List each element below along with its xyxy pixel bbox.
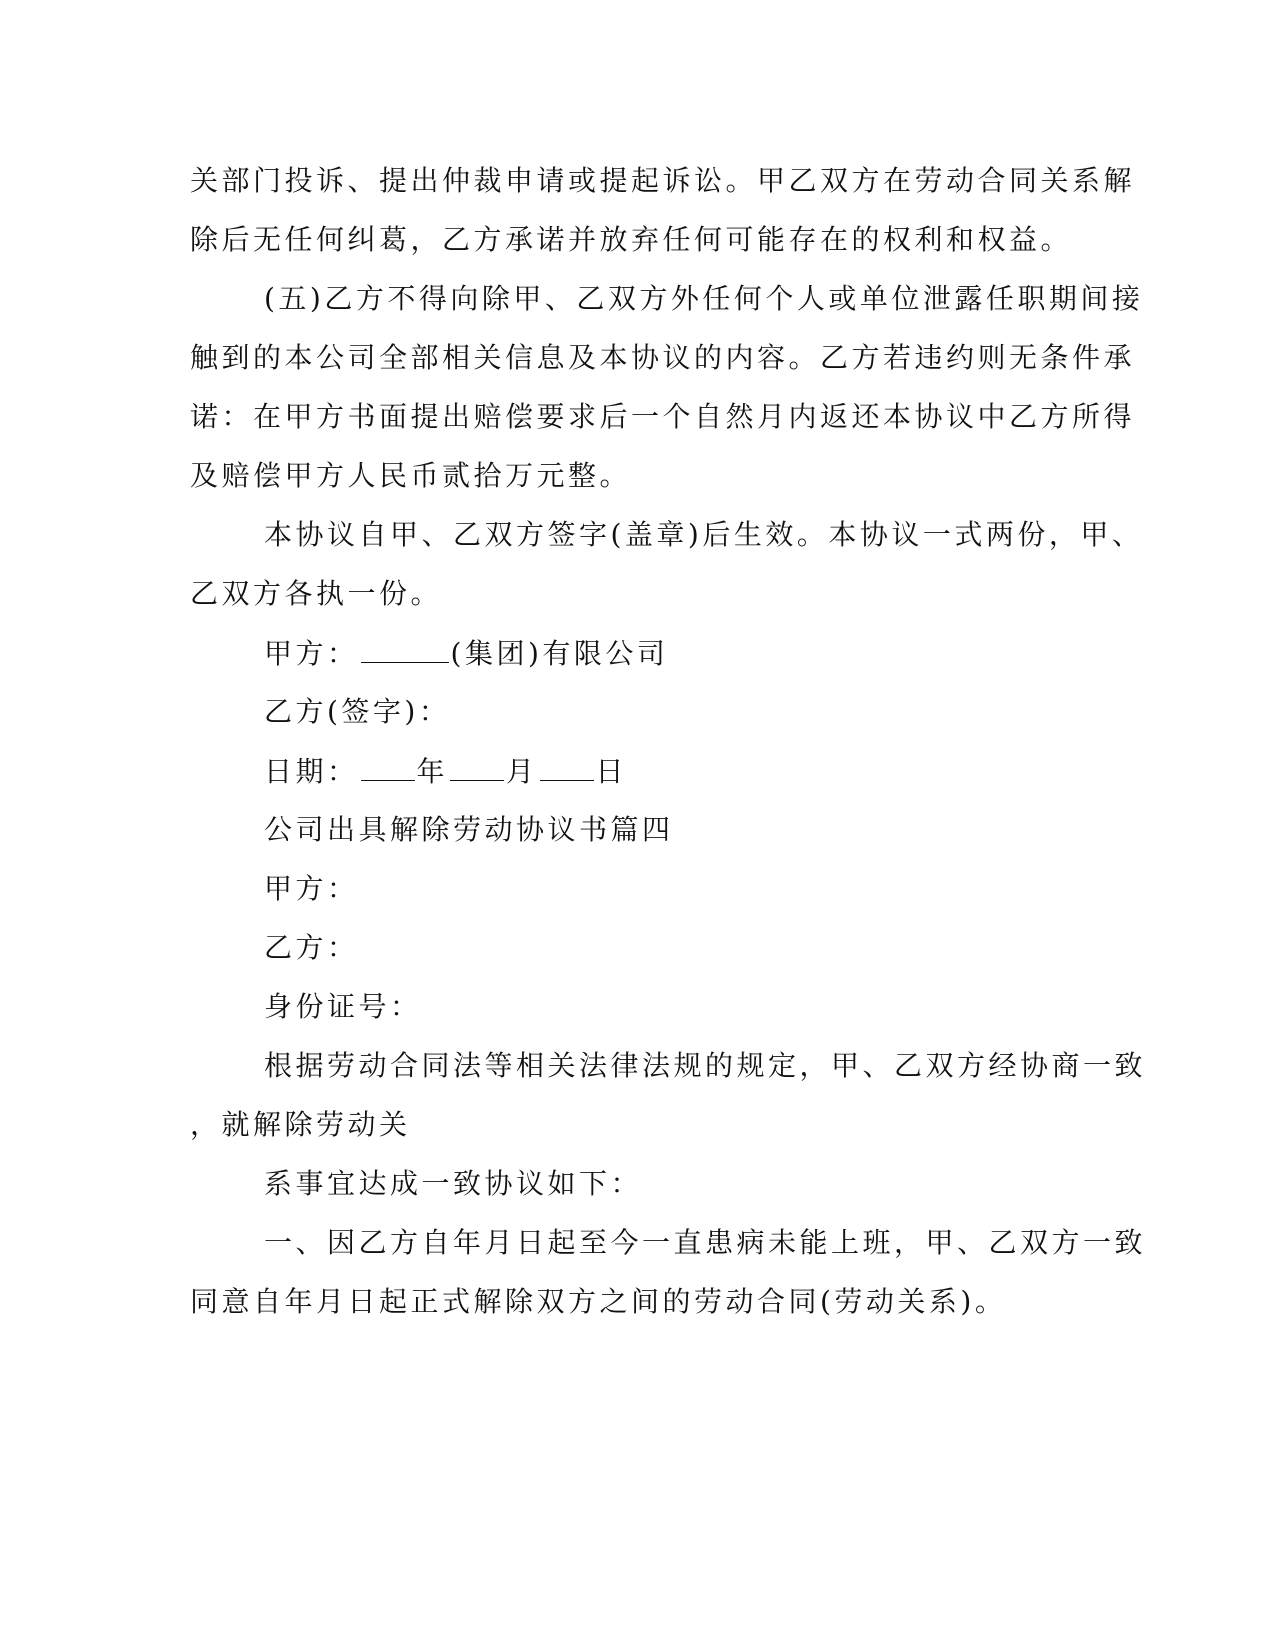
- paragraph-line: 系事宜达成一致协议如下：: [264, 1167, 643, 1200]
- party-a-label: 甲方：: [264, 637, 359, 670]
- paragraph-line: 根据劳动合同法等相关法律法规的规定，甲、乙双方经协商一致: [264, 1049, 1147, 1082]
- party-b-field: 乙方：: [264, 931, 359, 964]
- paragraph-line: 及赔偿甲方人民币贰拾万元整。: [190, 459, 632, 492]
- paragraph-line: (五)乙方不得向除甲、乙双方外任何个人或单位泄露任职期间接: [264, 282, 1144, 315]
- section-title: 公司出具解除劳动协议书篇四: [264, 813, 674, 846]
- paragraph-line: ，就解除劳动关: [190, 1108, 411, 1141]
- paragraph-line: 乙双方各执一份。: [190, 577, 443, 610]
- paragraph-line: 同意自年月日起正式解除双方之间的劳动合同(劳动关系)。: [190, 1285, 1007, 1318]
- id-number-field: 身份证号：: [264, 990, 422, 1023]
- paragraph-line: 关部门投诉、提出仲裁申请或提起诉讼。甲乙双方在劳动合同关系解: [190, 164, 1136, 197]
- party-a-field: 甲方：: [264, 872, 359, 905]
- party-b-signature-line: 乙方(签字)：: [264, 695, 451, 728]
- day-label: 日: [595, 755, 628, 788]
- party-a-signature-line: [264, 636, 1164, 671]
- day-blank: [540, 754, 594, 781]
- date-label: 日期：: [264, 755, 359, 788]
- party-a-suffix: (集团)有限公司: [450, 637, 669, 670]
- paragraph-line: 触到的本公司全部相关信息及本协议的内容。乙方若违约则无条件承: [190, 341, 1136, 374]
- year-label: 年: [416, 755, 449, 788]
- month-blank: [450, 754, 504, 781]
- date-line: [264, 754, 1164, 789]
- company-name-blank: [361, 636, 449, 663]
- month-label: 月: [506, 755, 538, 788]
- paragraph-line: 诺：在甲方书面提出赔偿要求后一个自然月内返还本协议中乙方所得: [190, 400, 1136, 433]
- paragraph-line: 本协议自甲、乙双方签字(盖章)后生效。本协议一式两份，甲、: [264, 518, 1144, 551]
- year-blank: [361, 754, 415, 781]
- paragraph-line: 除后无任何纠葛，乙方承诺并放弃任何可能存在的权利和权益。: [190, 223, 1073, 256]
- paragraph-line: 一、因乙方自年月日起至今一直患病未能上班，甲、乙双方一致: [264, 1226, 1147, 1259]
